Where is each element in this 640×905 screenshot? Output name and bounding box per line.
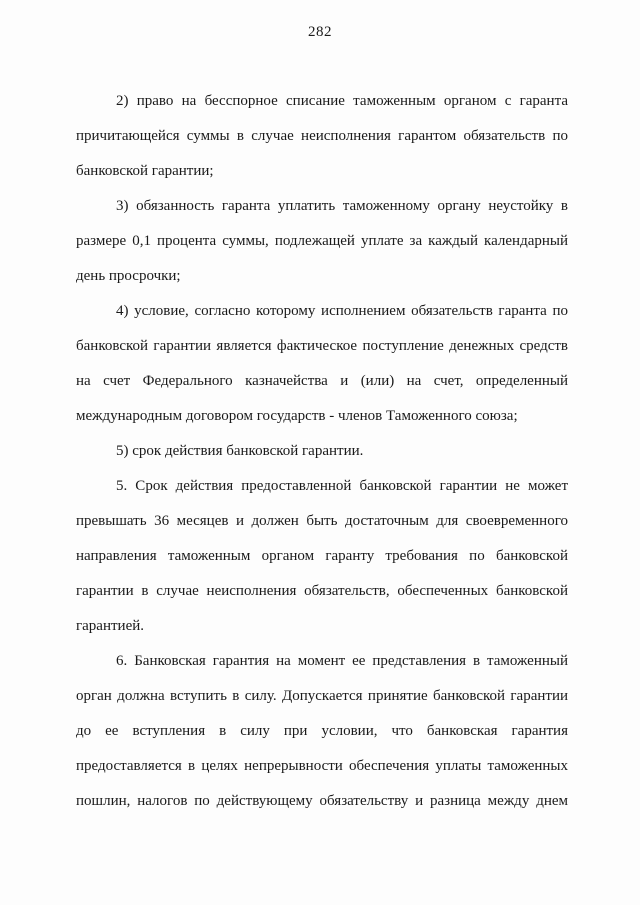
text-line: предоставляется в целях непрерывности обеспечения уплаты таможенных (76, 758, 568, 774)
text-line: международным договором государств - членов Таможенного союза; (76, 408, 518, 424)
text-line: 2) право на бесспорное списание таможенным органом с гаранта (116, 93, 568, 109)
paragraph (76, 469, 568, 644)
text-line: 5) срок действия банковской гарантии. (116, 443, 364, 459)
paragraph (76, 84, 568, 189)
text-line: гарантией. (76, 618, 145, 634)
text-line: размере 0,1 процента суммы, подлежащей уплате за каждый календарный (76, 233, 568, 249)
paragraph (76, 294, 568, 434)
page-number: 282 (308, 24, 332, 40)
text-line: орган должна вступить в силу. Допускается принятие банковской гарантии (76, 688, 568, 704)
paragraph (76, 434, 568, 469)
text-line: 4) условие, согласно которому исполнением обязательств гаранта по (116, 303, 568, 319)
text-line: до ее вступления в силу при условии, что банковская гарантия (76, 723, 568, 739)
text-line: на счет Федерального казначейства и (или) на счет, определенный (76, 373, 568, 389)
text-line: гарантии в случае неисполнения обязательств, обеспеченных банковской (76, 583, 568, 599)
text-line: пошлин, налогов по действующему обязательству и разница между днем (76, 793, 568, 809)
paragraph (76, 189, 568, 294)
text-line: 6. Банковская гарантия на момент ее представления в таможенный (116, 653, 568, 669)
text-line: 3) обязанность гаранта уплатить таможенному органу неустойку в (116, 198, 568, 214)
text-line: направления таможенным органом гаранту требования по банковской (76, 548, 568, 564)
text-line: 5. Срок действия предоставленной банковской гарантии не может (116, 478, 568, 494)
text-line: день просрочки; (76, 268, 181, 284)
text-line: превышать 36 месяцев и должен быть достаточным для своевременного (76, 513, 568, 529)
document-content (0, 84, 640, 819)
text-line: банковской гарантии; (76, 163, 214, 179)
text-line: банковской гарантии является фактическое поступление денежных средств (76, 338, 568, 354)
text-line: причитающейся суммы в случае неисполнения гарантом обязательств по (76, 128, 568, 144)
paragraph (76, 644, 568, 819)
